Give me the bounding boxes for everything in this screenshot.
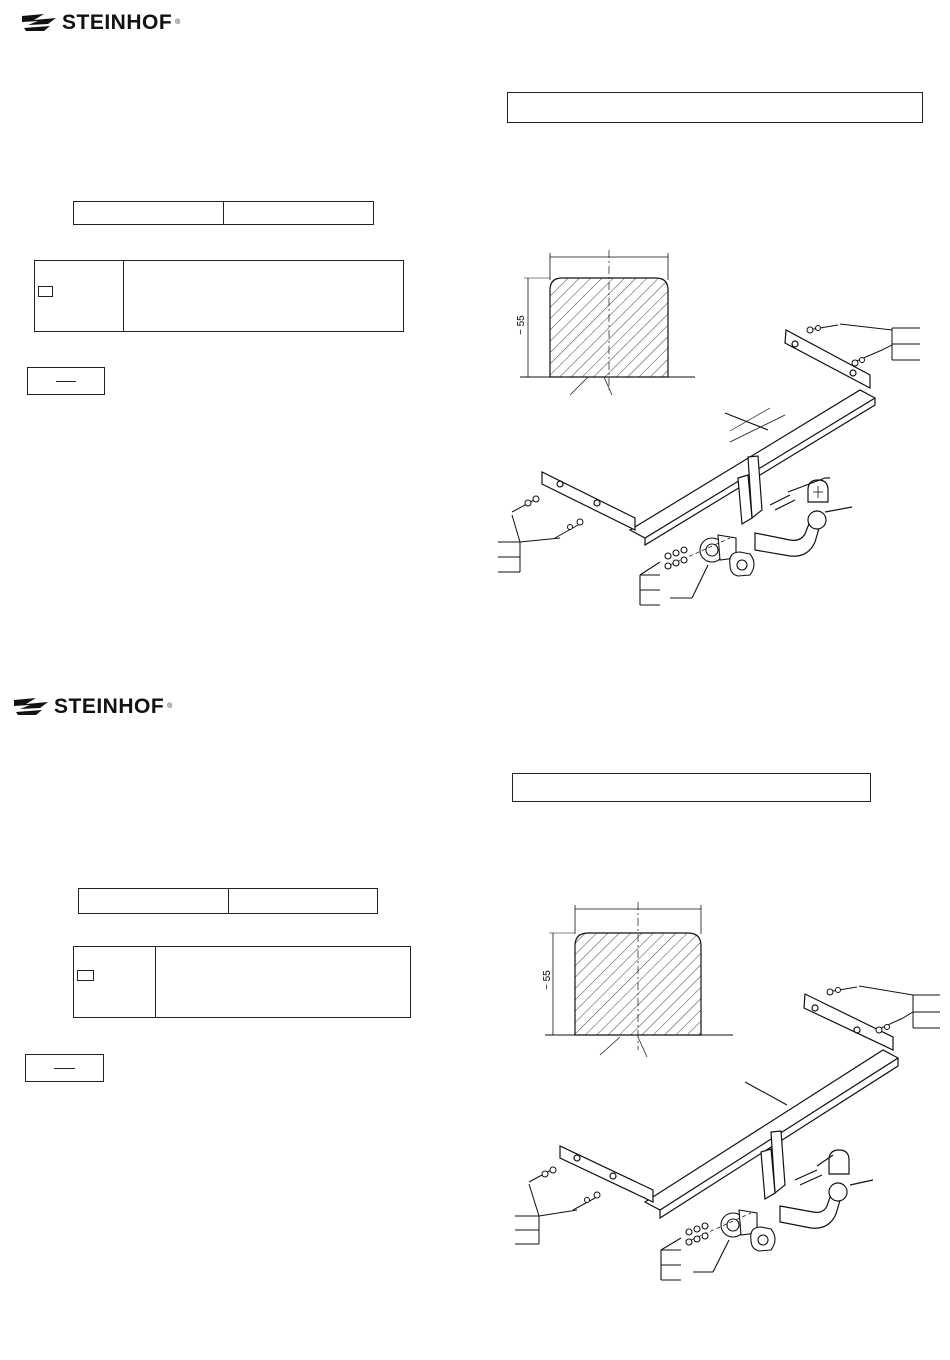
header-field-left [74, 202, 224, 224]
info-table [34, 260, 404, 332]
info-table-key-cell [74, 947, 156, 1017]
info-table-key-cell [35, 261, 124, 331]
approval-dash [54, 1068, 75, 1069]
info-table-value-cell [156, 947, 410, 1017]
bolts-left [515, 1167, 600, 1244]
bolts-left [498, 496, 583, 572]
steinhof-logo [20, 10, 180, 34]
brand-registered-mark: ® [175, 18, 181, 26]
approval-dash [56, 381, 76, 382]
approval-box [27, 367, 105, 395]
ball-mount [761, 1131, 873, 1228]
header-field-right [224, 202, 374, 224]
header-field-right [229, 889, 378, 913]
profile-dimension-label: ~ 55 [516, 315, 527, 335]
profile-section [542, 902, 733, 1057]
approval-box [25, 1054, 104, 1082]
tow-bar-exploded-view [490, 220, 950, 680]
tow-bar-exploded-view [500, 900, 950, 1360]
header-field-row [78, 888, 378, 914]
title-box [512, 773, 871, 802]
steinhof-swoosh-icon [20, 10, 60, 34]
steinhof-swoosh-icon [12, 694, 52, 718]
brand-name: STEINHOF [62, 10, 173, 34]
title-box [507, 92, 923, 123]
profile-dimension-label: ~ 55 [542, 970, 553, 990]
checkbox-mark [38, 286, 53, 297]
profile-section [516, 250, 695, 395]
brand-registered-mark: ® [167, 702, 173, 710]
checkbox-mark [77, 970, 94, 981]
instruction-sheet-2 [0, 680, 950, 1360]
header-field-row [73, 201, 374, 225]
header-field-left [79, 889, 229, 913]
info-table-value-cell [124, 261, 403, 331]
steinhof-logo [12, 694, 172, 718]
info-table [73, 946, 411, 1018]
brand-name: STEINHOF [54, 694, 165, 718]
